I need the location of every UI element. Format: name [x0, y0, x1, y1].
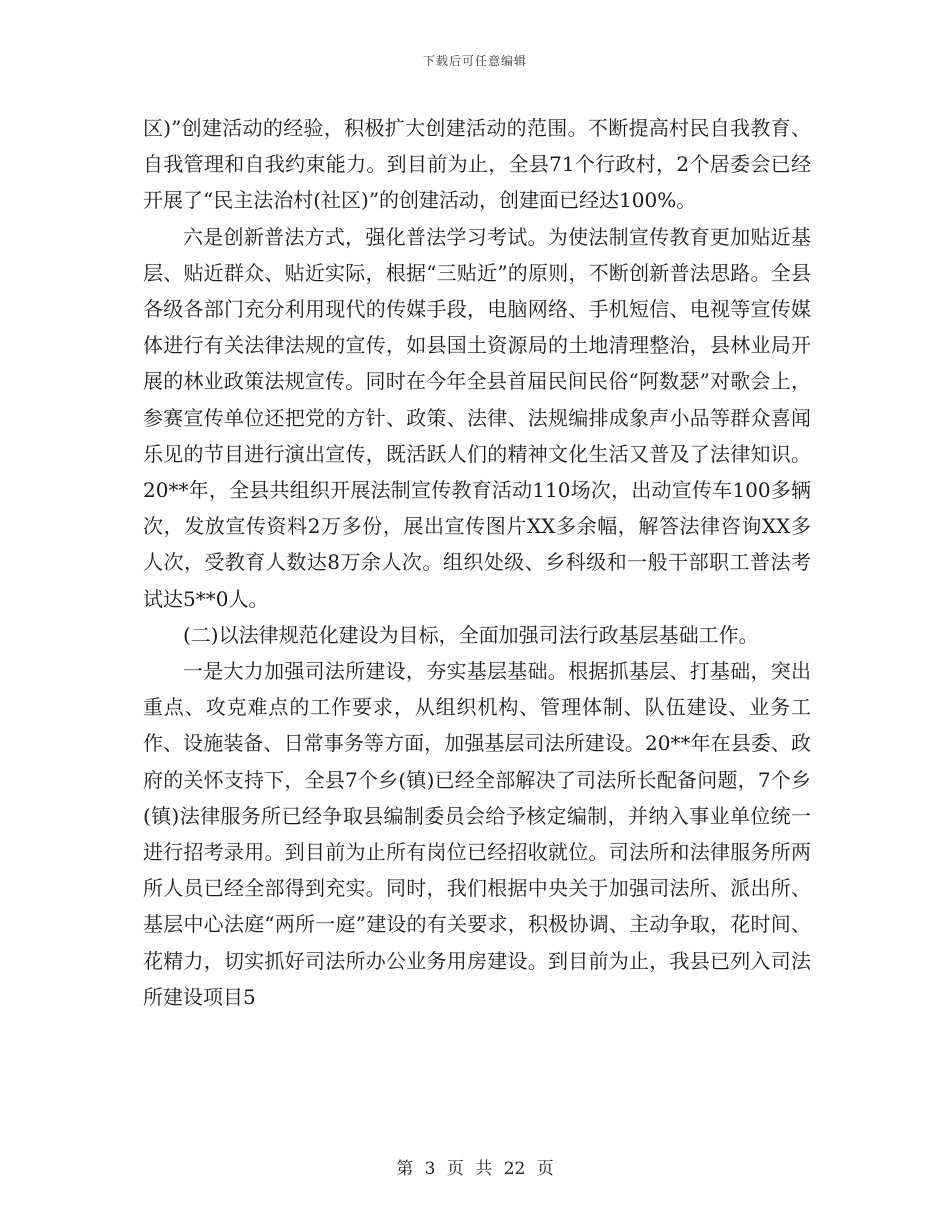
document-body [143, 110, 811, 1015]
section-heading-two: (二)以法律规范化建设为目标，全面加强司法行政基层基础工作。 [183, 622, 759, 647]
paragraph-continuation: 区)”创建活动的经验，积极扩大创建活动的范围。不断提高村民自我教育、自我管理和自我约束能力。到目前为止，全县71个行政村，2个居委会已经开展了“民主法治村(社区)”的创建活动，创建面已经达100%。 [143, 116, 811, 213]
paragraph-judicial-office: 一是大力加强司法所建设，夯实基层基础。根据抓基层、打基础，突出重点、攻克难点的工作要求，从组织机构、管理体制、队伍建设、业务工作、设施装备、日常事务等方面，加强基层司法所建设。20**年在县委、政府的关怀支持下，全县7个乡(镇)已经全部解决了司法所长配备问题，7个乡(镇)法律服务所已经争取县编制委员会给予核定编制，并纳入事业单位统一进行招考录用。到目前为止所有岗位已经招收就位。司法所和法律服务所两所人员已经全部得到充实。同时，我们根据中央关于加强司法所、派出所、基层中心法庭“两所一庭”建设的有关要求，积极协调、主动争取，花时间、花精力，切实抓好司法所办公业务用房建设。到目前为止，我县已列入司法所建设项目5 [143, 659, 811, 1009]
page-number: 第 3 页 共 22 页 [396, 1159, 554, 1179]
header-note: 下载后可任意编辑 [422, 54, 527, 68]
paragraph-legal-promotion: 六是创新普法方式，强化普法学习考试。为使法制宣传教育更加贴近基层、贴近群众、贴近实际，根据“三贴近”的原则，不断创新普法思路。全县各级各部门充分利用现代的传媒手段，电脑网络、手机短信、电视等宣传媒体进行有关法律法规的宣传，如县国土资源局的土地清理整治，县林业局开展的林业政策法规宣传。同时在今年全县首届民间民俗“阿数瑟”对歌会上，参赛宣传单位还把党的方针、政策、法律、法规编排成象声小品等群众喜闻乐见的节目进行演出宣传，既活跃人们的精神文化生活又普及了法律知识。20**年，全县共组织开展法制宣传教育活动110场次，出动宣传车100多辆次，发放宣传资料2万多份，展出宣传图片XX多余幅，解答法律咨询XX多人次，受教育人数达8万余人次。组织处级、乡科级和一般干部职工普法考试达5**0人。 [143, 224, 811, 611]
